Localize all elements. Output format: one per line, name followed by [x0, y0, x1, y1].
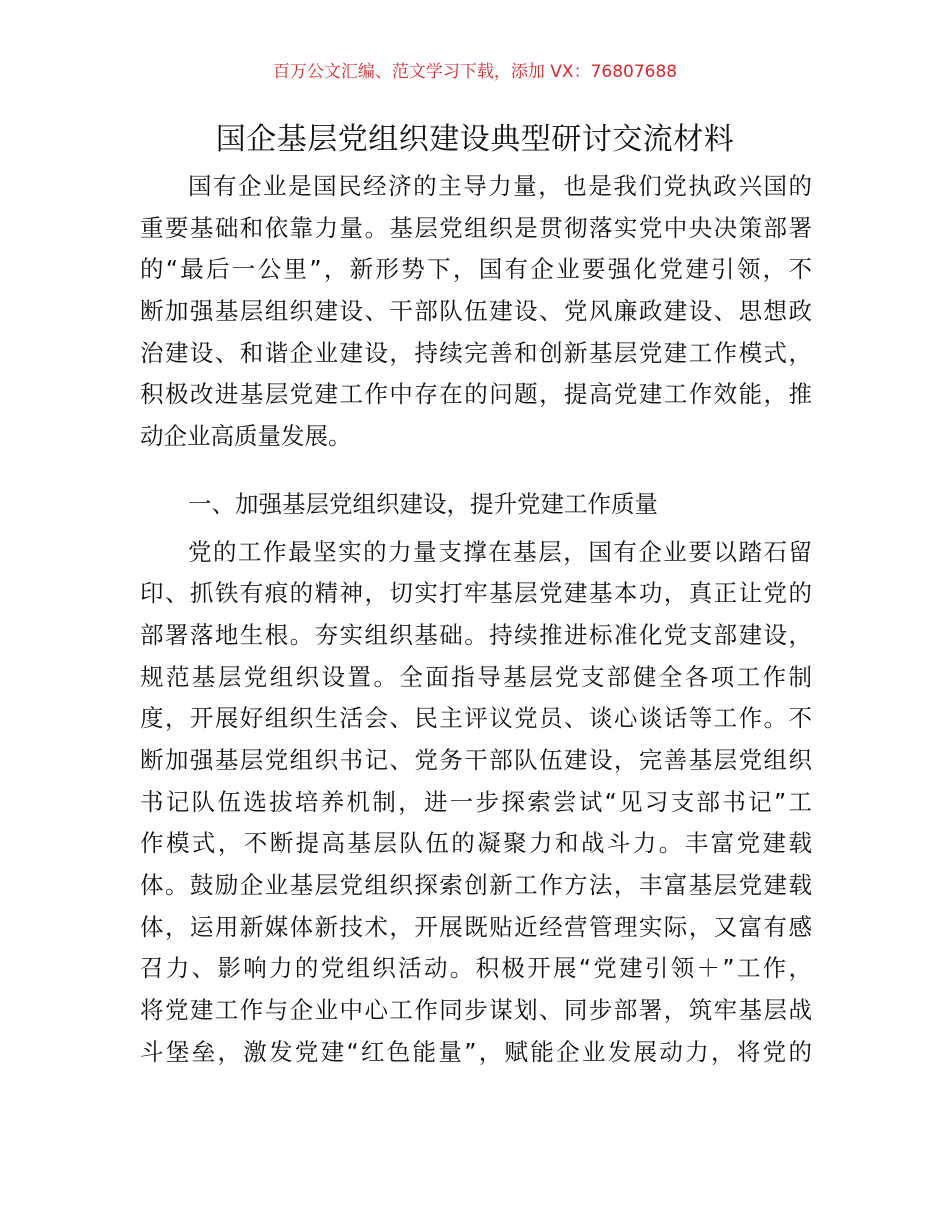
- text-line: 斗堡垒，激发党建“红色能量”，赋能企业发展动力，将党的: [140, 1037, 812, 1066]
- watermark-header: 百万公文汇编、范文学习下载，添加 VX：76807688: [272, 62, 678, 82]
- text-line: 印、抓铁有痕的精神，切实打牢基层党建基本功，真正让党的: [140, 579, 812, 608]
- text-line: 断加强基层党组织书记、党务干部队伍建设，完善基层党组织: [140, 745, 812, 774]
- text-line: 国有企业是国民经济的主导力量，也是我们党执政兴国的: [188, 172, 812, 200]
- text-line: 部署落地生根。夯实组织基础。持续推进标准化党支部建设，: [140, 620, 812, 649]
- text-line: 度，开展好组织生活会、民主评议党员、谈心谈话等工作。不: [140, 704, 812, 733]
- text-line: 的“最后一公里”，新形势下，国有企业要强化党建引领，不: [140, 255, 812, 284]
- text-line: 重要基础和依靠力量。基层党组织是贯彻落实党中央决策部署: [140, 213, 812, 242]
- paragraph-intro: [140, 166, 812, 458]
- text-line: 党的工作最坚实的力量支撑在基层，国有企业要以踏石留: [188, 537, 812, 566]
- document-title: 国企基层党组织建设典型研讨交流材料: [215, 122, 735, 157]
- text-line: 治建设、和谐企业建设，持续完善和创新基层党建工作模式，: [140, 338, 812, 367]
- text-line: 体。鼓励企业基层党组织探索创新工作方法，丰富基层党建载: [140, 871, 812, 899]
- text-line: 规范基层党组织设置。全面指导基层党支部健全各项工作制: [140, 662, 812, 691]
- text-line: 作模式，不断提高基层队伍的凝聚力和战斗力。丰富党建载: [140, 829, 812, 858]
- text-line: 书记队伍选拔培养机制，进一步探索尝试“见习支部书记”工: [140, 787, 812, 816]
- text-line: 积极改进基层党建工作中存在的问题，提高党建工作效能，推: [140, 380, 812, 409]
- text-line: 动企业高质量发展。: [140, 422, 352, 451]
- section-heading: 一、加强基层党组织建设，提升党建工作质量: [188, 489, 658, 518]
- paragraph-section1: [140, 532, 812, 1074]
- text-line: 将党建工作与企业中心工作同步谋划、同步部署，筑牢基层战: [140, 996, 812, 1025]
- text-line: 召力、影响力的党组织活动。积极开展“党建引领＋”工作，: [140, 954, 812, 983]
- text-line: 断加强基层组织建设、干部队伍建设、党风廉政建设、思想政: [140, 297, 812, 326]
- text-line: 体，运用新媒体新技术，开展既贴近经营管理实际，又富有感: [140, 912, 812, 941]
- document-body: [140, 166, 812, 1073]
